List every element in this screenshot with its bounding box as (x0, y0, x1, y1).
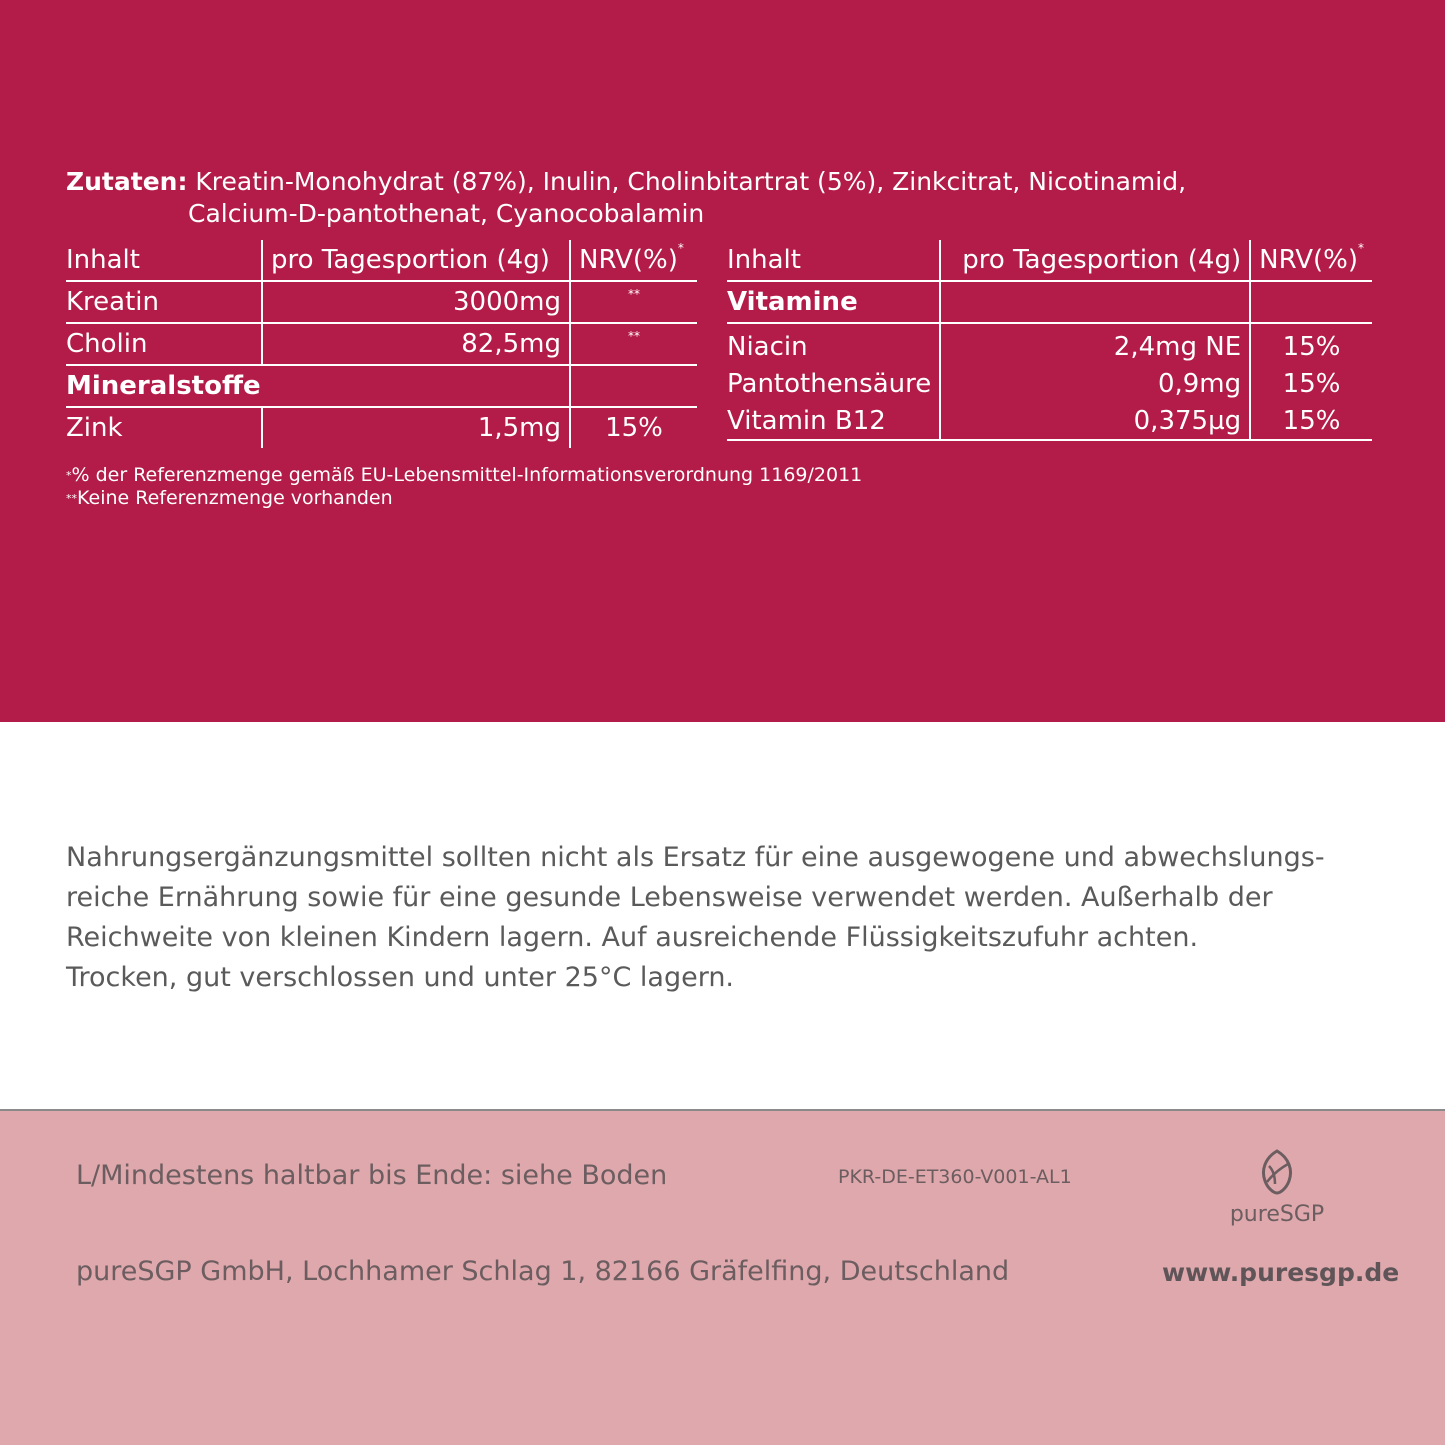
warning-line-3: Reichweite von kleinen Kindern lagern. Auf ausreichende Flüssigkeitszufuhr achten. (66, 922, 1199, 953)
row-amount: 2,4mg NE (940, 323, 1250, 365)
nutrition-table-left (66, 240, 697, 448)
brand-logo (1212, 1148, 1342, 1227)
footnote-2 (66, 487, 862, 510)
header-nrv (1250, 240, 1372, 281)
header-portion: pro Tagesportion (4g) (262, 240, 570, 281)
table-header-row (66, 240, 697, 281)
row-name: Pantothensäure (727, 365, 940, 402)
row-name: Niacin (727, 323, 940, 365)
warning-text (66, 838, 1366, 998)
section-mineralstoffe: Mineralstoffe (66, 365, 570, 407)
row-amount: 1,5mg (262, 407, 570, 448)
table-row (66, 323, 697, 365)
table-row (66, 407, 697, 448)
header-nrv (570, 240, 697, 281)
header-nrv-mark: * (1358, 241, 1364, 255)
row-nrv (1250, 281, 1372, 323)
nutrition-table-right (727, 240, 1372, 441)
row-nrv: ** (628, 287, 640, 301)
table-row (727, 402, 1372, 440)
row-amount: 0,9mg (940, 365, 1250, 402)
footnote-1 (66, 464, 862, 487)
best-before-text: L/Mindestens haltbar bis Ende: siehe Boden (76, 1160, 668, 1191)
row-nrv: 15% (1282, 368, 1341, 399)
header-nrv-text: NRV(%) (579, 245, 678, 275)
row-amount: 3000mg (262, 281, 570, 323)
row-amount (940, 281, 1250, 323)
footnotes (66, 464, 862, 510)
footnote-text-2: Keine Referenzmenge vorhanden (77, 487, 393, 509)
ingredients-text (66, 166, 1386, 230)
ingredients-line-2: Calcium-D-pantothenat, Cyanocobalamin (188, 199, 705, 228)
brand-name: pureSGP (1229, 1202, 1325, 1227)
ingredients-line-1: Kreatin-Monohydrat (87%), Inulin, Cholinbitartrat (5%), Zinkcitrat, Nicotinamid, (195, 167, 1187, 196)
table-section-row (66, 365, 697, 407)
footnote-text-1: % der Referenzmenge gemäß EU-Lebensmittel-Informationsverordnung 1169/2011 (71, 464, 863, 486)
table-row (727, 365, 1372, 402)
product-code: PKR-DE-ET360-V001-AL1 (838, 1166, 1072, 1188)
warning-line-2: reiche Ernährung sowie für eine gesunde Lebensweise verwendet werden. Außerhalb der (66, 882, 1273, 913)
website-link[interactable]: www.puresgp.de (1162, 1258, 1400, 1287)
footnote-mark-2: ** (66, 492, 77, 505)
header-portion: pro Tagesportion (4g) (940, 240, 1250, 281)
header-nrv-text: NRV(%) (1259, 245, 1358, 275)
table-row (66, 281, 697, 323)
warning-line-1: Nahrungsergänzungsmittel sollten nicht als Ersatz für eine ausgewogene und abwechslungs- (66, 842, 1325, 873)
company-address: pureSGP GmbH, Lochhamer Schlag 1, 82166 Gräfelfing, Deutschland (76, 1256, 1010, 1287)
row-nrv: ** (628, 329, 640, 343)
row-name: Kreatin (66, 281, 262, 323)
row-name: Vitamin B12 (727, 402, 940, 440)
row-amount: 0,375µg (940, 402, 1250, 440)
ingredients-label: Zutaten: (66, 167, 188, 196)
table-header-row (727, 240, 1372, 281)
row-nrv: 15% (1282, 331, 1341, 362)
section-vitamine: Vitamine (727, 281, 940, 323)
row-nrv: 15% (1282, 405, 1341, 436)
row-name: Cholin (66, 323, 262, 365)
row-name: Zink (66, 407, 262, 448)
row-nrv: 15% (605, 413, 663, 443)
header-inhalt: Inhalt (727, 240, 940, 281)
row-amount: 82,5mg (262, 323, 570, 365)
table-section-row (727, 281, 1372, 323)
header-inhalt: Inhalt (66, 240, 262, 281)
leaf-icon (1257, 1148, 1297, 1196)
table-row (727, 323, 1372, 365)
footnote-mark-1: * (66, 469, 72, 482)
warning-line-4: Trocken, gut verschlossen und unter 25°C lagern. (66, 962, 735, 993)
header-nrv-mark: * (677, 241, 684, 255)
row-nrv (570, 365, 697, 407)
